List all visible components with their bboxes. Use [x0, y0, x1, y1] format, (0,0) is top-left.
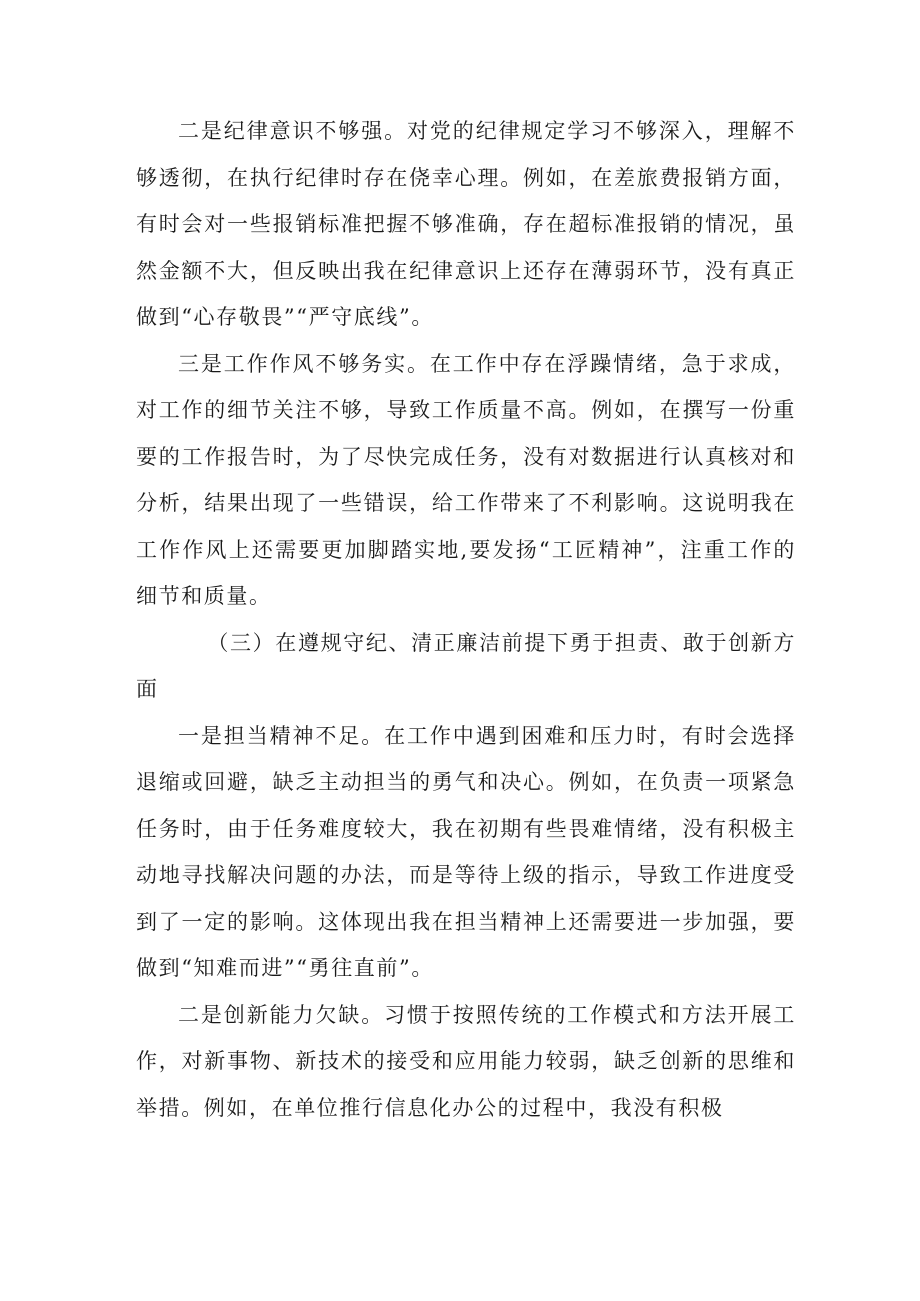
section-heading-three: （三）在遵规守纪、清正廉洁前提下勇于担责、敢于创新方面 [136, 630, 796, 701]
paragraph-innovation: 二是创新能力欠缺。习惯于按照传统的工作模式和方法开展工作，对新事物、新技术的接受和应用能力较弱，缺乏创新的思维和举措。例如，在单位推行信息化办公的过程中，我没有积极 [136, 1002, 796, 1120]
document-page [136, 108, 796, 1131]
paragraph-discipline-awareness: 二是纪律意识不够强。对党的纪律规定学习不够深入，理解不够透彻，在执行纪律时存在侥幸心理。例如，在差旅费报销方面，有时会对一些报销标准把握不够准确，存在超标准报销的情况，虽然金额不大，但反映出我在纪律意识上还存在薄弱环节，没有真正做到“心存敬畏”“严守底线”。 [136, 119, 796, 329]
paragraph-work-style: 三是工作作风不够务实。在工作中存在浮躁情绪，急于求成，对工作的细节关注不够，导致工作质量不高。例如，在撰写一份重要的工作报告时，为了尽快完成任务，没有对数据进行认真核对和分析，结果出现了一些错误，给工作带来了不利影响。这说明我在工作作风上还需要更加脚踏实地,要发扬“工匠精神”，注重工作的细节和质量。 [136, 351, 796, 608]
paragraph-responsibility: 一是担当精神不足。在工作中遇到困难和压力时，有时会选择退缩或回避，缺乏主动担当的勇气和决心。例如，在负责一项紧急任务时，由于任务难度较大，我在初期有些畏难情绪，没有积极主动地寻找解决问题的办法，而是等待上级的指示，导致工作进度受到了一定的影响。这体现出我在担当精神上还需要进一步加强，要做到“知难而进”“勇往直前”。 [136, 723, 796, 980]
